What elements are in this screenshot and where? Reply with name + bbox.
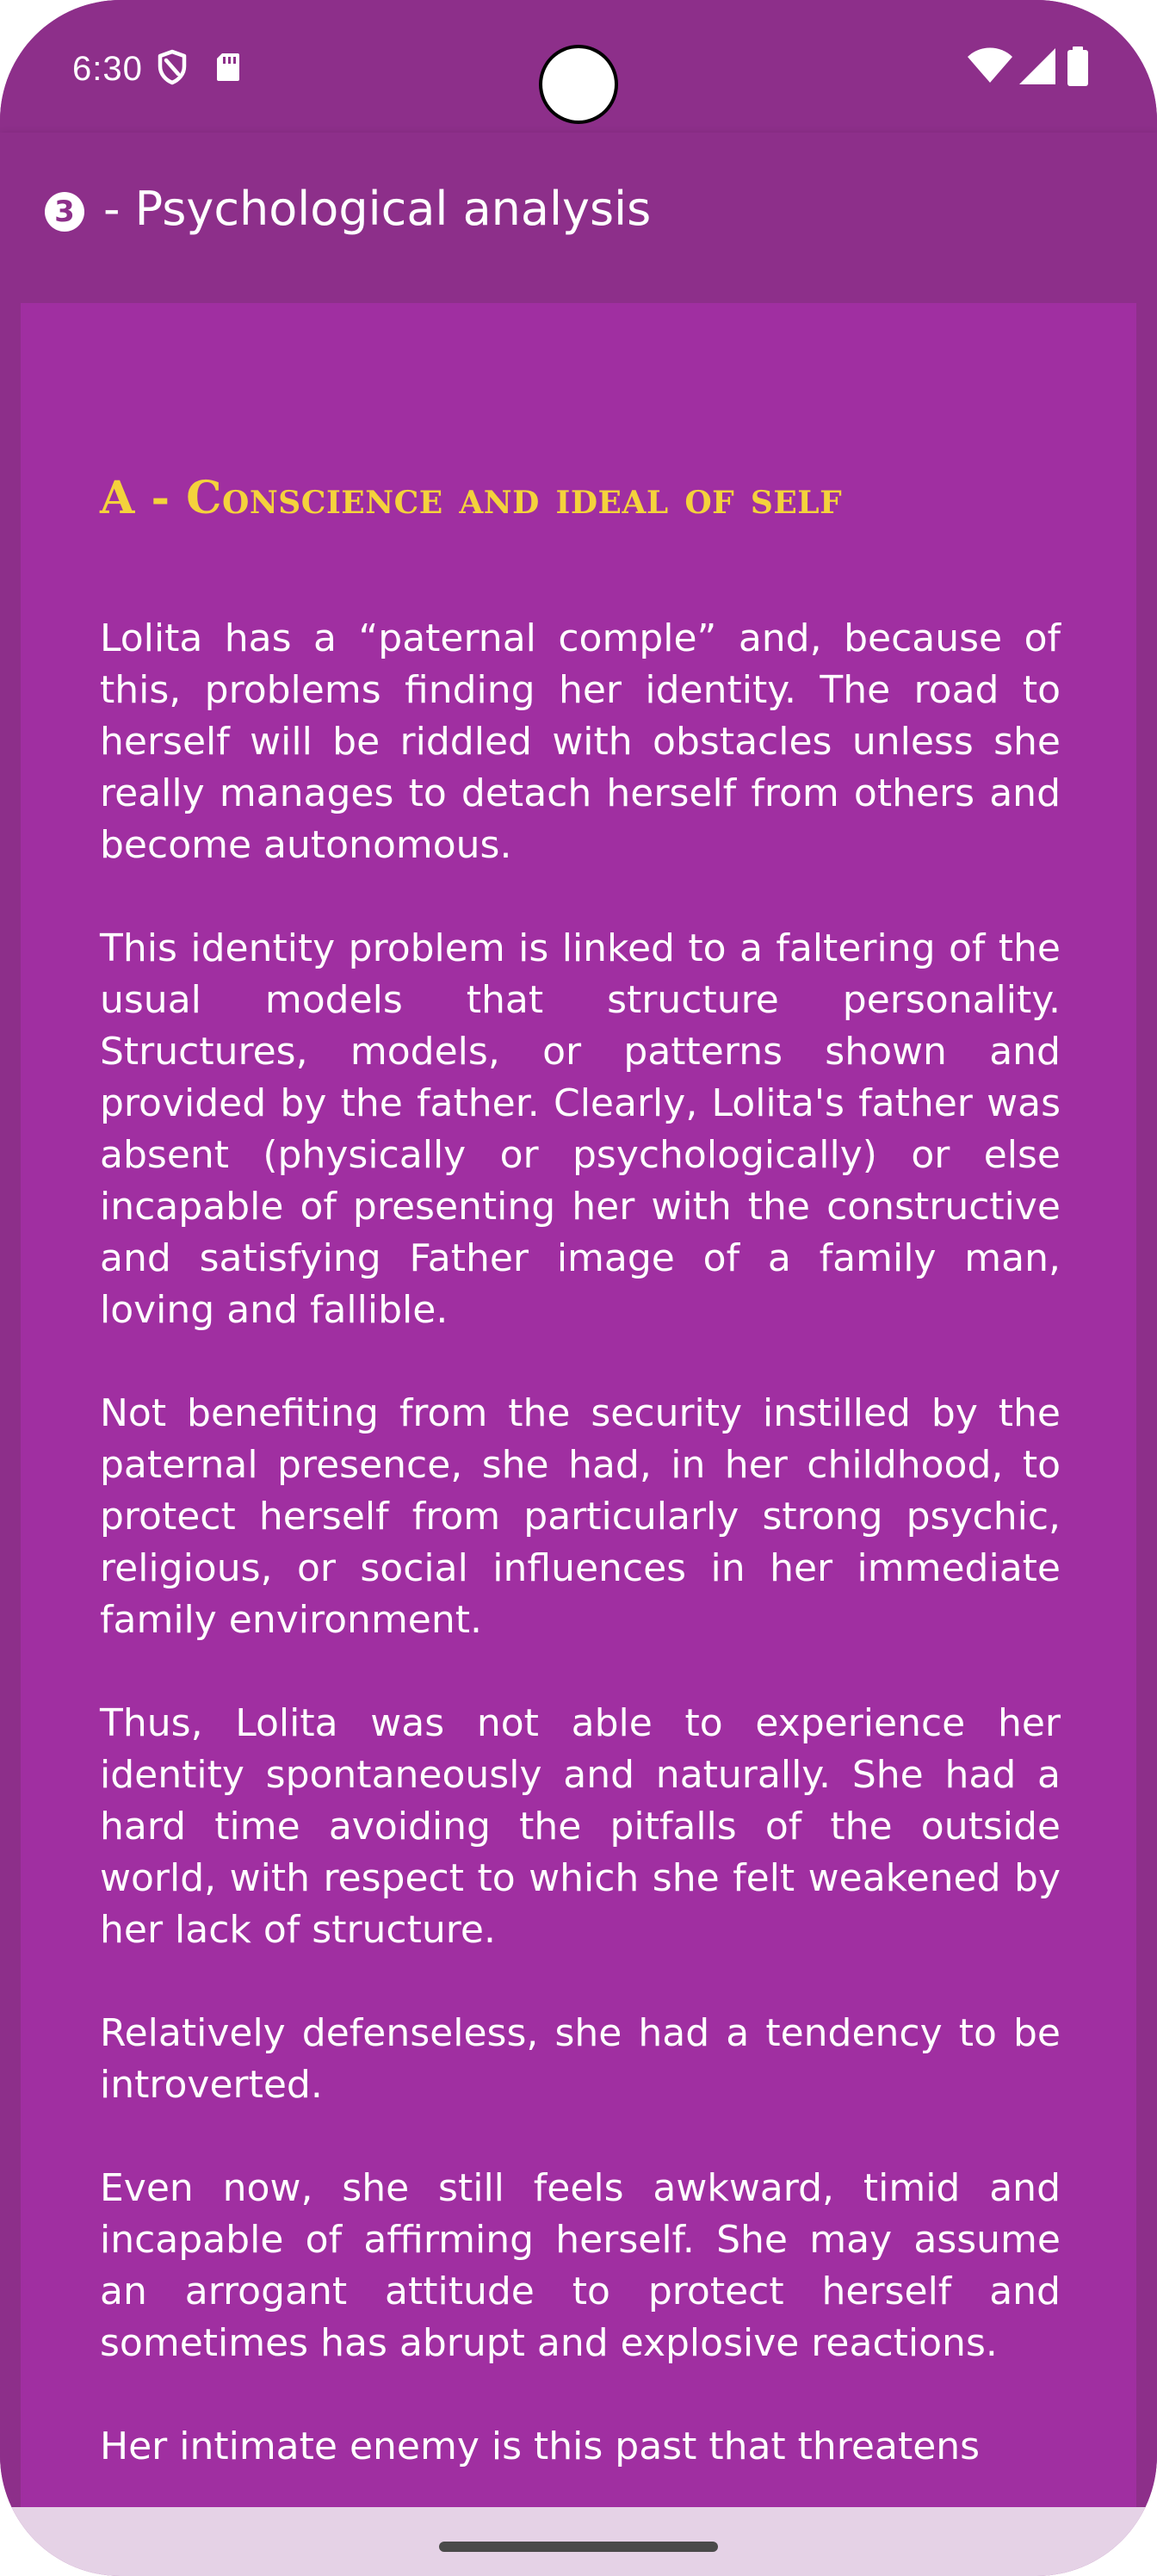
- article-paragraph: This identity problem is linked to a faltering of the usual models that structure personality. Structures, models, or patterns shown and provided by the father. Clearly, Lolita's father was absent (physically or psychologically) or else incapable of presenting her with the constructive and satisfying Father image of a family man, loving and fallible.: [100, 926, 1061, 1332]
- status-time: 6:30: [72, 50, 143, 88]
- signal-icon: [1016, 45, 1061, 90]
- article-body: [100, 613, 1061, 2507]
- sd-card-icon: [207, 46, 248, 88]
- home-gesture-handle[interactable]: [439, 2542, 718, 2552]
- article-paragraph: Lolita has a “paternal comple” and, because of this, problems finding her identity. The road to herself will be riddled with obstacles unless she really manages to detach herself from others and become autonomous.: [100, 616, 1061, 867]
- content-panel[interactable]: [21, 303, 1136, 2507]
- article-paragraph: Relatively defenseless, she had a tendency to be introverted.: [100, 2011, 1061, 2107]
- content-area[interactable]: [0, 282, 1157, 2507]
- article-paragraph: Not benefiting from the security instilled by the paternal presence, she had, in her childhood, to protect herself from particularly strong psychic, religious, or social influences in her immediate family environment.: [100, 1391, 1061, 1642]
- shield-icon: [152, 46, 193, 88]
- article-paragraph: Even now, she still feels awkward, timid and incapable of affirming herself. She may assume an arrogant attitude to protect herself and sometimes has abrupt and explosive reactions.: [100, 2166, 1061, 2365]
- navigation-bar: [0, 2507, 1157, 2576]
- app-bar: [0, 133, 1157, 282]
- chapter-number-badge: 3: [45, 192, 84, 232]
- article-paragraph: Thus, Lolita was not able to experience her identity spontaneously and naturally. She had a hard time avoiding the pitfalls of the outside world, with respect to which she felt weakened by her lack of structure.: [100, 1701, 1061, 1952]
- page-title-text: - Psychological analysis: [103, 182, 652, 236]
- front-camera: [539, 45, 618, 124]
- status-bar: [0, 0, 1157, 133]
- article-paragraph: Her intimate enemy is this past that threatens: [100, 2424, 981, 2468]
- page-title: [45, 177, 651, 241]
- battery-icon: [1061, 45, 1095, 90]
- wifi-icon: [966, 43, 1014, 91]
- section-heading: A - Conscience and ideal of self: [100, 472, 843, 524]
